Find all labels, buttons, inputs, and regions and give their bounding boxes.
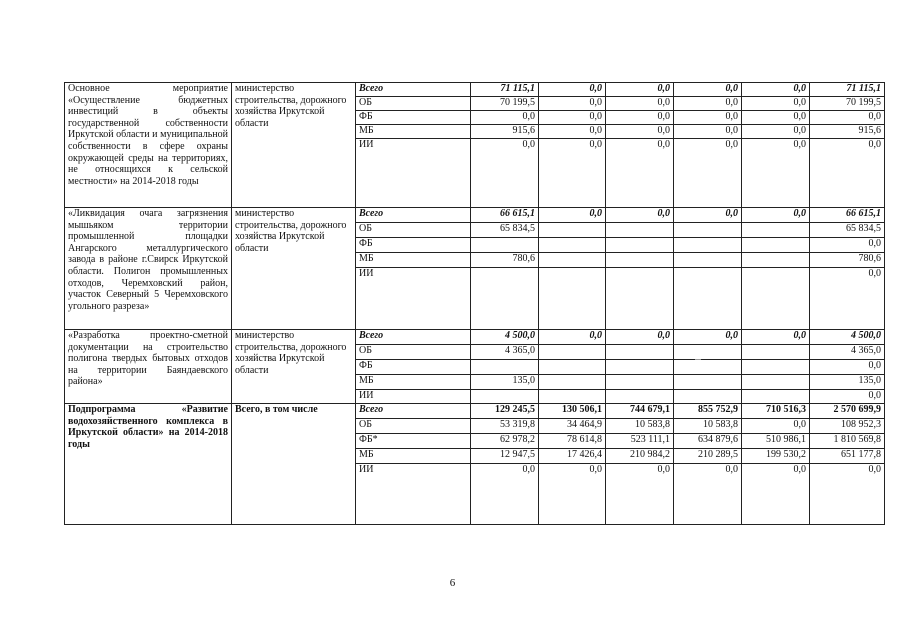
amount-cell: 78 614,8 [539,434,606,449]
responsible-executor: Всего, в том числе [232,404,356,525]
measure-description: «Разработка проектно-сметной документации на строительство полигона твердых бытовых отходов на территории Баяндаевского района» [65,330,232,404]
amount-cell: 70 199,5 [471,97,539,111]
amount-cell: 71 115,1 [810,83,885,97]
table-row [65,404,885,419]
amount-cell: 0,0 [674,83,742,97]
amount-cell: 0,0 [810,238,885,253]
amount-cell: 0,0 [742,208,810,223]
amount-cell: 4 500,0 [810,330,885,345]
amount-cell: 1 810 569,8 [810,434,885,449]
amount-cell [742,390,810,404]
amount-cell [674,360,742,375]
amount-cell: 65 834,5 [810,223,885,238]
amount-cell: 70 199,5 [810,97,885,111]
amount-cell: 4 365,0 [810,345,885,360]
amount-cell: 66 615,1 [810,208,885,223]
amount-cell [674,345,742,360]
amount-cell: 744 679,1 [606,404,674,419]
amount-cell: 66 615,1 [471,208,539,223]
amount-cell: 210 984,2 [606,449,674,464]
funding-source: ИИ [356,390,471,404]
amount-cell: 0,0 [539,125,606,139]
amount-cell [674,375,742,390]
amount-cell: 0,0 [810,139,885,208]
amount-cell [606,345,674,360]
page-number: 6 [449,577,456,589]
amount-cell [606,360,674,375]
funding-source: ОБ [356,97,471,111]
funding-source: ФБ [356,238,471,253]
funding-source: ОБ [356,419,471,434]
amount-cell: 10 583,8 [674,419,742,434]
measure-description: «Ликвидация очага загрязнения мышьяком территории промышленной площадки Ангарского металлургического завода в районе г.Свирск Иркутской области. Полигон промышленных отходов, Черемховский район, участок Северный 5 Черемховского угольного разреза» [65,208,232,330]
amount-cell: 0,0 [674,125,742,139]
amount-cell: 0,0 [539,111,606,125]
amount-cell [606,390,674,404]
amount-cell [742,253,810,268]
amount-cell: 0,0 [539,83,606,97]
amount-cell [539,375,606,390]
funding-source: МБ [356,449,471,464]
amount-cell: 710 516,3 [742,404,810,419]
funding-source: Всего [356,404,471,419]
amount-cell: 0,0 [539,330,606,345]
funding-source: ОБ [356,223,471,238]
amount-cell [606,238,674,253]
amount-cell: 915,6 [471,125,539,139]
funding-source: ФБ* [356,434,471,449]
amount-cell [742,360,810,375]
funding-source: МБ [356,125,471,139]
amount-cell: 0,0 [742,97,810,111]
amount-cell: 0,0 [742,330,810,345]
budget-table-body [65,83,885,525]
amount-cell: 780,6 [810,253,885,268]
amount-cell: 510 986,1 [742,434,810,449]
amount-cell [742,268,810,330]
amount-cell: 0,0 [810,464,885,525]
table-row [65,83,885,97]
measure-description: Подпрограмма «Развитие водохозяйственного комплекса в Иркутской области» на 2014-2018 годы [65,404,232,525]
amount-cell [471,268,539,330]
amount-cell [742,238,810,253]
amount-cell: 0,0 [606,330,674,345]
amount-cell: 0,0 [810,390,885,404]
amount-cell: 65 834,5 [471,223,539,238]
amount-cell: 0,0 [471,464,539,525]
amount-cell: 0,0 [674,464,742,525]
amount-cell: 0,0 [606,111,674,125]
amount-cell: 0,0 [539,208,606,223]
amount-cell: 4 500,0 [471,330,539,345]
amount-cell [674,390,742,404]
amount-cell: 0,0 [674,208,742,223]
amount-cell: 0,0 [606,464,674,525]
amount-cell: 855 752,9 [674,404,742,419]
amount-cell: 17 426,4 [539,449,606,464]
funding-source: Всего [356,330,471,345]
amount-cell [606,253,674,268]
amount-cell: 135,0 [810,375,885,390]
responsible-executor: министерство строительства, дорожного хозяйства Иркутской области [232,208,356,330]
amount-cell: 210 289,5 [674,449,742,464]
amount-cell [606,268,674,330]
amount-cell: 199 530,2 [742,449,810,464]
amount-cell: 71 115,1 [471,83,539,97]
amount-cell: 0,0 [742,419,810,434]
amount-cell: 2 570 699,9 [810,404,885,419]
amount-cell [539,253,606,268]
amount-cell: 53 319,8 [471,419,539,434]
amount-cell [674,238,742,253]
funding-source: ФБ [356,111,471,125]
amount-cell: 780,6 [471,253,539,268]
amount-cell: 0,0 [539,464,606,525]
amount-cell: 4 365,0 [471,345,539,360]
amount-cell: 0,0 [810,268,885,330]
budget-table [64,82,885,525]
funding-source: МБ [356,253,471,268]
amount-cell: 0,0 [674,330,742,345]
measure-description: Основное мероприятие «Осуществление бюджетных инвестиций в объекты государственной собственности Иркутской области и муниципальной собственности в сфере охраны окружающей среды на территориях, не относящихся к сельской местности» на 2014-2018 годы [65,83,232,208]
table-row [65,330,885,345]
amount-cell [539,223,606,238]
amount-cell [471,238,539,253]
funding-source: ФБ [356,360,471,375]
amount-cell: 523 111,1 [606,434,674,449]
amount-cell: 0,0 [742,125,810,139]
amount-cell [471,390,539,404]
amount-cell: 651 177,8 [810,449,885,464]
amount-cell: 0,0 [810,360,885,375]
amount-cell: 634 879,6 [674,434,742,449]
amount-cell: 0,0 [606,208,674,223]
amount-cell [539,268,606,330]
amount-cell: 0,0 [674,139,742,208]
amount-cell [539,345,606,360]
amount-cell [471,360,539,375]
amount-cell [539,360,606,375]
amount-cell: 0,0 [674,111,742,125]
amount-cell [742,223,810,238]
amount-cell: 0,0 [606,139,674,208]
table-row [65,208,885,223]
responsible-executor: министерство строительства, дорожного хозяйства Иркутской области [232,330,356,404]
funding-source: Всего [356,208,471,223]
funding-source: ИИ [356,464,471,525]
amount-cell: 0,0 [674,97,742,111]
funding-source: ИИ [356,268,471,330]
amount-cell [674,268,742,330]
amount-cell: 130 506,1 [539,404,606,419]
amount-cell: 0,0 [471,139,539,208]
amount-cell [539,390,606,404]
amount-cell: 0,0 [742,464,810,525]
amount-cell [606,223,674,238]
scan-mark [695,359,701,360]
amount-cell: 0,0 [606,83,674,97]
amount-cell [674,253,742,268]
amount-cell: 0,0 [742,139,810,208]
funding-source: ИИ [356,139,471,208]
funding-source: ОБ [356,345,471,360]
amount-cell: 108 952,3 [810,419,885,434]
amount-cell: 0,0 [471,111,539,125]
funding-source: Всего [356,83,471,97]
amount-cell [742,345,810,360]
amount-cell [674,223,742,238]
amount-cell: 0,0 [606,125,674,139]
amount-cell: 129 245,5 [471,404,539,419]
amount-cell: 0,0 [742,111,810,125]
amount-cell: 915,6 [810,125,885,139]
amount-cell: 0,0 [606,97,674,111]
amount-cell: 0,0 [539,97,606,111]
amount-cell: 0,0 [810,111,885,125]
amount-cell: 10 583,8 [606,419,674,434]
amount-cell: 135,0 [471,375,539,390]
amount-cell: 62 978,2 [471,434,539,449]
amount-cell: 34 464,9 [539,419,606,434]
amount-cell [539,238,606,253]
amount-cell [606,375,674,390]
funding-source: МБ [356,375,471,390]
amount-cell: 0,0 [742,83,810,97]
responsible-executor: министерство строительства, дорожного хозяйства Иркутской области [232,83,356,208]
amount-cell: 0,0 [539,139,606,208]
amount-cell [742,375,810,390]
amount-cell: 12 947,5 [471,449,539,464]
